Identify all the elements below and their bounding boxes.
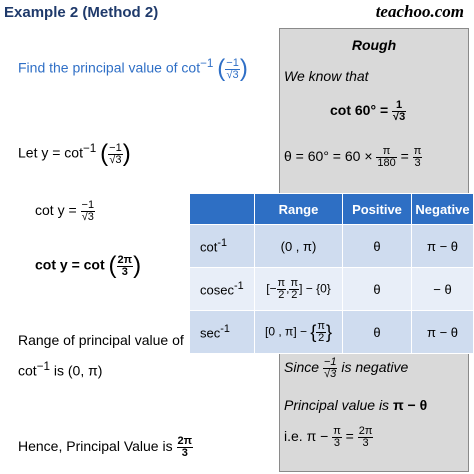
rough-ie-den1: 3 (333, 437, 341, 449)
row-cot-range: (0 , π) (255, 225, 343, 268)
coty-step (35, 200, 95, 223)
answer-line (18, 436, 193, 459)
table-row (190, 268, 474, 311)
let-prefix: Let y = cot (18, 144, 83, 161)
rough-heading: Rough (351, 37, 397, 53)
rough-theta-eq: = (400, 148, 409, 165)
coty2-num: 2π (117, 253, 133, 266)
table-header-row (190, 194, 474, 225)
rough-pv-value: π − θ (392, 397, 428, 413)
row-cosec-positive: θ (343, 268, 412, 311)
rough-ie-den2: 3 (362, 437, 369, 449)
answer-num: 2π (177, 435, 193, 447)
rough-cot60-den: √3 (393, 111, 406, 123)
rough-ie-num2: 2π (358, 425, 373, 437)
rough-theta-den1: 180 (377, 157, 396, 169)
coty-prefix: cot y = (35, 202, 77, 219)
table-header-positive: Positive (343, 194, 412, 225)
row-cosec-negative: − θ (412, 268, 474, 311)
row-cot-positive: θ (343, 225, 412, 268)
rough-pv-prefix: Principal value is (284, 397, 390, 413)
table-header-range: Range (255, 194, 343, 225)
row-cot-fn: $\cot^{-1}$ (190, 225, 255, 268)
row-cosec-range: [− $\frac{\pi}{2}$ , $\frac{\pi}{2}$ ] − {0} (255, 268, 343, 311)
question-prefix: Find the principal value of cot (18, 59, 201, 76)
range-line-1: Range of principal value of (18, 332, 184, 348)
answer-den: 3 (181, 447, 188, 459)
rough-cot60 (330, 100, 406, 123)
range-line-2 (18, 360, 102, 379)
coty-den: √3 (81, 211, 94, 223)
coty-num: −1 (81, 199, 95, 211)
brand-logo: teachoo.com (375, 2, 464, 21)
rough-theta-den2: 3 (414, 157, 421, 169)
rough-theta-prefix: θ = 60° = 60 × (284, 148, 373, 165)
row-sec-range: [0 , π] − { $\frac{\pi}{2}$ } (255, 311, 343, 354)
rough-pv (284, 397, 427, 413)
row-cosec-fn: cosec$^{-1}$ (190, 268, 255, 311)
rough-cot60-prefix: cot 60° = (330, 102, 389, 119)
rough-ie-prefix: i.e. π − (284, 428, 329, 445)
question-num: −1 (226, 56, 239, 69)
rough-since-prefix: Since (284, 359, 320, 376)
row-sec-positive: θ (343, 311, 412, 354)
row-cot-negative: π − θ (412, 225, 474, 268)
range-line2-rest: is (0, π) (49, 362, 103, 379)
question-text: Find the principal value of $\cot^{-1}$ ( $\frac{-1}{√3}$ ) (18, 55, 248, 82)
let-num: −1 (109, 141, 122, 154)
table-header-empty (190, 194, 255, 225)
let-step: Let $y = \cot^{-1}$ ( $\frac{-1}{√3}$ ) (18, 140, 131, 167)
question-den: √3 (226, 68, 239, 81)
range-line2-cot: cot (18, 362, 37, 379)
row-sec-fn: $\sec^{-1}$ (190, 311, 255, 354)
rough-theta-num2: π (413, 145, 422, 157)
question-sup: −1 (200, 57, 214, 71)
let-den: √3 (109, 153, 122, 166)
table-row (190, 311, 474, 354)
rough-since-den: √3 (324, 368, 337, 380)
rough-since (284, 357, 408, 380)
let-sup: −1 (82, 142, 97, 156)
rough-theta (284, 146, 422, 169)
rough-ie-eq: = (345, 428, 354, 445)
rough-cot60-num: 1 (392, 100, 406, 112)
rough-ie (284, 426, 373, 449)
rough-since-suffix: is negative (341, 359, 409, 376)
table-row (190, 225, 474, 268)
coty2-step: cot y = cot ( $\frac{2\pi}{3}$ ) (35, 252, 142, 279)
answer-prefix: Hence, Principal Value is (18, 438, 173, 455)
page-title: Example 2 (Method 2) (4, 4, 159, 21)
coty2-prefix: cot y = cot (35, 256, 105, 273)
range-line2-sup: −1 (36, 360, 50, 373)
row-sec-negative: π − θ (412, 311, 474, 354)
rough-ie-num1: π (333, 425, 341, 437)
rough-know: We know that (284, 68, 369, 84)
range-table (189, 193, 474, 354)
coty2-den: 3 (121, 265, 128, 278)
table-header-negative: Negative (412, 194, 474, 225)
rough-theta-num1: π (376, 146, 396, 158)
rough-since-num: −1 (323, 356, 337, 368)
